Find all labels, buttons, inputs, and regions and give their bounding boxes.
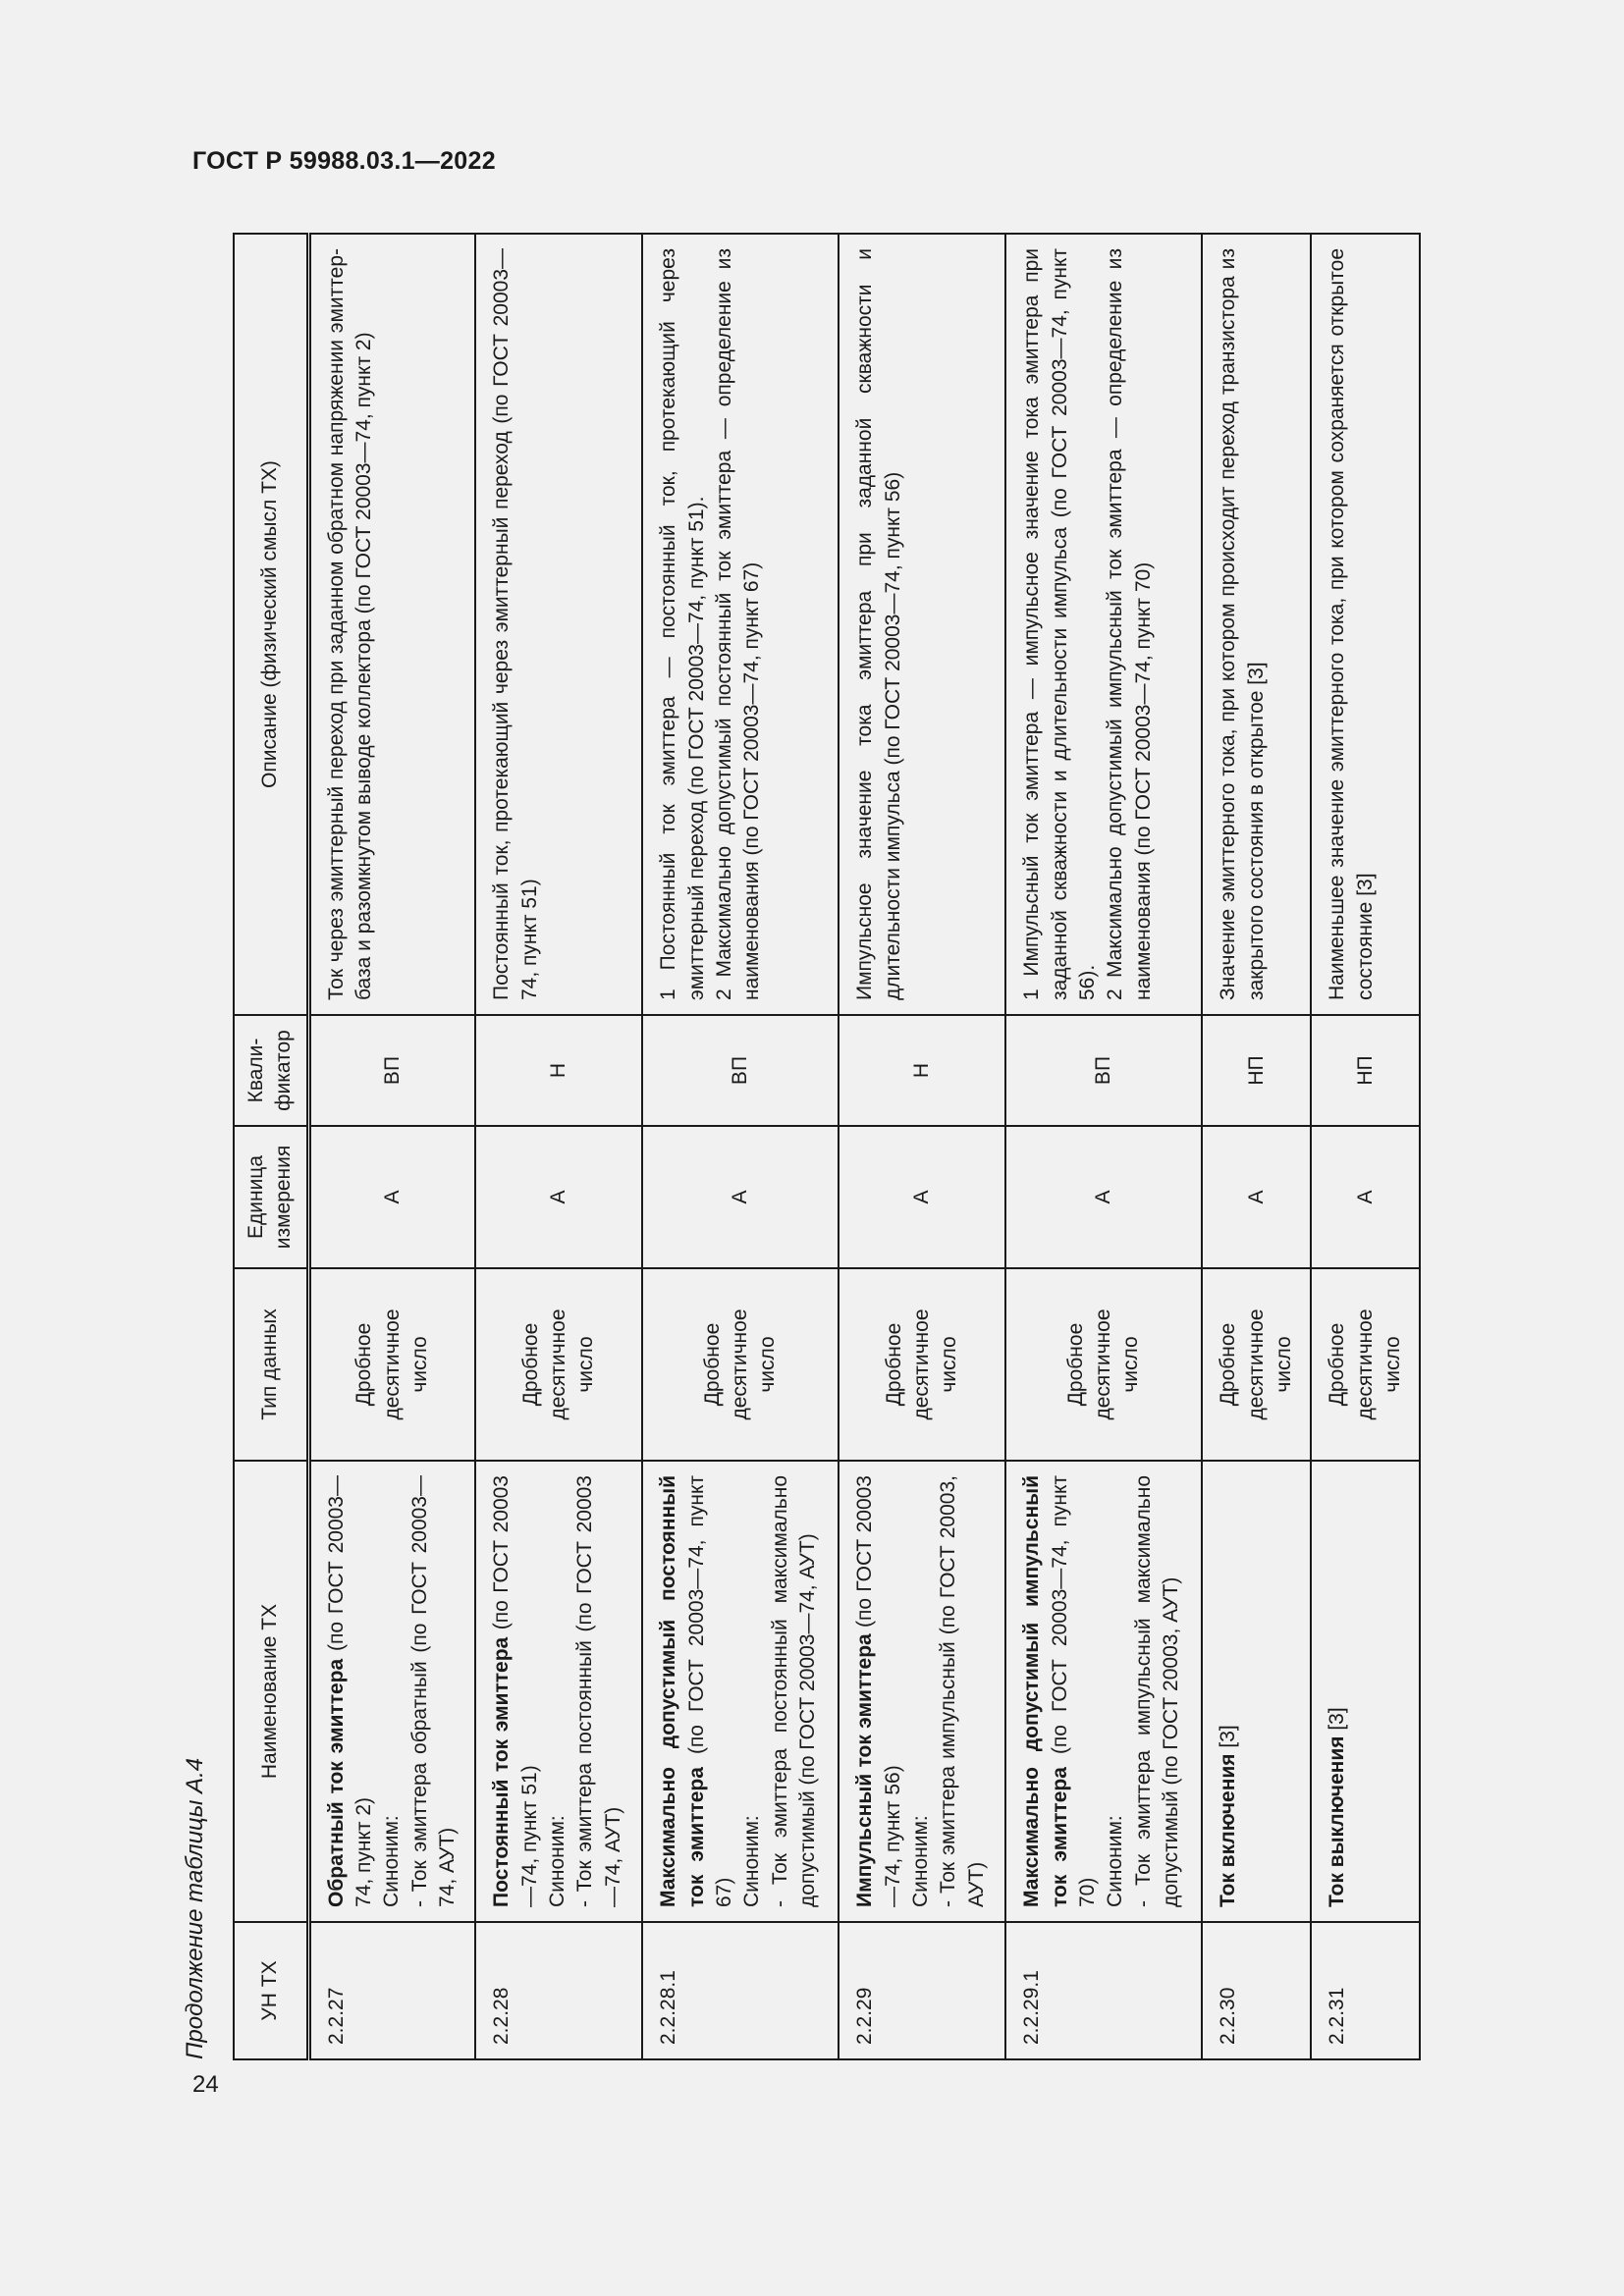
cell-qualifier: НП bbox=[1202, 1015, 1311, 1126]
synonym-text: - Ток эмиттера обратный (по ГОСТ 20003—74, АУТ) bbox=[407, 1475, 460, 1907]
cell-name bbox=[308, 1461, 475, 1922]
cell-name bbox=[1311, 1461, 1420, 1922]
name-ref: (по ГОСТ 20003—74, пункт 51) bbox=[490, 1475, 541, 1907]
header-id: УН ТХ bbox=[234, 1922, 308, 2059]
header-qualifier: Квали-фикатор bbox=[234, 1015, 308, 1126]
cell-id: 2.2.28.1 bbox=[642, 1922, 839, 2059]
synonym-label: Синоним: bbox=[380, 1815, 404, 1907]
cell-id: 2.2.28 bbox=[475, 1922, 642, 2059]
cell-description: Наименьшее значение эмиттерного тока, при котором сохраняется открытое состояние [3] bbox=[1311, 234, 1420, 1015]
cell-unit: А bbox=[642, 1126, 839, 1268]
cell-id: 2.2.29 bbox=[839, 1922, 1005, 2059]
cell-qualifier: НП bbox=[1311, 1015, 1420, 1126]
cell-qualifier: ВП bbox=[308, 1015, 475, 1126]
cell-qualifier: ВП bbox=[642, 1015, 839, 1126]
cell-id: 2.2.29.1 bbox=[1005, 1922, 1202, 2059]
name-ref: [3] bbox=[1217, 1725, 1240, 1754]
cell-qualifier: Н bbox=[475, 1015, 642, 1126]
table-row bbox=[1311, 234, 1420, 2059]
cell-name bbox=[1202, 1461, 1311, 1922]
cell-type: Дробное десятичное число bbox=[839, 1268, 1005, 1461]
cell-id: 2.2.30 bbox=[1202, 1922, 1311, 2059]
name-bold: Постоянный ток эмиттера bbox=[490, 1636, 514, 1907]
cell-unit: А bbox=[1311, 1126, 1420, 1268]
header-unit: Единица измерения bbox=[234, 1126, 308, 1268]
cell-type: Дробное десятичное число bbox=[642, 1268, 839, 1461]
cell-description: Значение эмиттерного тока, при котором происходит переход транзистора из закрытого состояния в открытое [3] bbox=[1202, 234, 1311, 1015]
caption-anchor bbox=[182, 1757, 208, 2069]
description-line: 1 Импульсный ток эмиттера — импульсное значение тока эмиттера при заданной скважности и длительности импульса (по ГОСТ 20003—74, пункт 56). bbox=[1020, 248, 1099, 1000]
synonym-text: - Ток эмиттера импульсный (по ГОСТ 20003, АУТ) bbox=[937, 1475, 988, 1907]
cell-id: 2.2.31 bbox=[1311, 1922, 1420, 2059]
name-bold: Ток включения bbox=[1217, 1753, 1240, 1907]
cell-qualifier: ВП bbox=[1005, 1015, 1202, 1126]
cell-type: Дробное десятичное число bbox=[475, 1268, 642, 1461]
cell-unit: А bbox=[839, 1126, 1005, 1268]
name-ref: [3] bbox=[1326, 1707, 1349, 1736]
cell-qualifier: Н bbox=[839, 1015, 1005, 1126]
synonym-text: - Ток эмиттера импульсный максимально допустимый (по ГОСТ 20003, АУТ) bbox=[1131, 1475, 1182, 1907]
name-bold: Импульсный ток эмиттера bbox=[853, 1633, 877, 1907]
cell-name bbox=[1005, 1461, 1202, 1922]
description-line: 2 Максимально допустимый постоянный ток эмиттера — определение из наименования (по ГОСТ 20003—74, пункт 67) bbox=[712, 248, 764, 1000]
cell-type: Дробное десятичное число bbox=[308, 1268, 475, 1461]
characteristics-table bbox=[233, 233, 1421, 2060]
table-row bbox=[1005, 234, 1202, 2059]
synonym-label: Синоним: bbox=[1104, 1815, 1127, 1907]
cell-type: Дробное десятичное число bbox=[1005, 1268, 1202, 1461]
description-line: 2 Максимально допустимый импульсный ток эмиттера — определение из наименования (по ГОСТ 20003—74, пункт 70) bbox=[1104, 248, 1155, 1000]
name-ref: (по ГОСТ 20003—74, пункт 67) bbox=[684, 1475, 735, 1907]
cell-description bbox=[1005, 234, 1202, 1015]
table-caption: Продолжение таблицы А.4 bbox=[182, 1757, 208, 2059]
cell-type: Дробное десятичное число bbox=[1202, 1268, 1311, 1461]
synonym-label: Синоним: bbox=[908, 1815, 932, 1907]
synonym-label: Синоним: bbox=[545, 1815, 568, 1907]
table-row bbox=[1202, 234, 1311, 2059]
header-type: Тип данных bbox=[234, 1268, 308, 1461]
description-line: 1 Постоянный ток эмиттера — постоянный ток, протекающий через эмиттерный переход (по ГОСТ 20003—74, пункт 51). bbox=[657, 248, 708, 1000]
cell-name bbox=[642, 1461, 839, 1922]
table-row bbox=[642, 234, 839, 2059]
cell-unit: А bbox=[1005, 1126, 1202, 1268]
table-header-row bbox=[234, 234, 308, 2059]
name-bold: Ток выключения bbox=[1326, 1735, 1349, 1907]
name-ref: (по ГОСТ 20003—74, пункт 2) bbox=[324, 1475, 376, 1907]
cell-unit: А bbox=[475, 1126, 642, 1268]
rotated-table-container bbox=[233, 235, 1414, 2060]
cell-type: Дробное десятичное число bbox=[1311, 1268, 1420, 1461]
name-bold: Максимально допустимый импульсный ток эмиттера bbox=[1020, 1475, 1071, 1907]
cell-description: Ток через эмиттерный переход при заданном обратном напряжении эмиттер-база и разомкнутом выводе коллектора (по ГОСТ 20003—74, пункт 2) bbox=[308, 234, 475, 1015]
page-number: 24 bbox=[192, 2071, 219, 2098]
cell-unit: А bbox=[1202, 1126, 1311, 1268]
cell-name bbox=[475, 1461, 642, 1922]
table-row bbox=[475, 234, 642, 2059]
synonym-text: - Ток эмиттера постоянный (по ГОСТ 20003—74, АУТ) bbox=[573, 1475, 624, 1907]
cell-unit: А bbox=[308, 1126, 475, 1268]
cell-description: Постоянный ток, протекающий через эмиттерный переход (по ГОСТ 20003—74, пункт 51) bbox=[475, 234, 642, 1015]
cell-description: Импульсное значение тока эмиттера при заданной скважности и длительности импульса (по ГОСТ 20003—74, пункт 56) bbox=[839, 234, 1005, 1015]
cell-description bbox=[642, 234, 839, 1015]
name-bold: Обратный ток эмиттера bbox=[324, 1658, 348, 1907]
cell-id: 2.2.27 bbox=[308, 1922, 475, 2059]
name-ref: (по ГОСТ 20003—74, пункт 70) bbox=[1048, 1475, 1099, 1907]
document-code: ГОСТ Р 59988.03.1—2022 bbox=[192, 147, 496, 175]
table-row bbox=[308, 234, 475, 2059]
header-description: Описание (физический смысл ТХ) bbox=[234, 234, 308, 1015]
name-bold: Максимально допустимый постоянный ток эмиттера bbox=[657, 1475, 708, 1907]
name-ref: (по ГОСТ 20003—74, пункт 56) bbox=[853, 1475, 904, 1907]
synonym-label: Синоним: bbox=[740, 1815, 764, 1907]
cell-name bbox=[839, 1461, 1005, 1922]
table-row bbox=[839, 234, 1005, 2059]
header-name: Наименование ТХ bbox=[234, 1461, 308, 1922]
synonym-text: - Ток эмиттера постоянный максимально допустимый (по ГОСТ 20003—74, АУТ) bbox=[768, 1475, 819, 1907]
